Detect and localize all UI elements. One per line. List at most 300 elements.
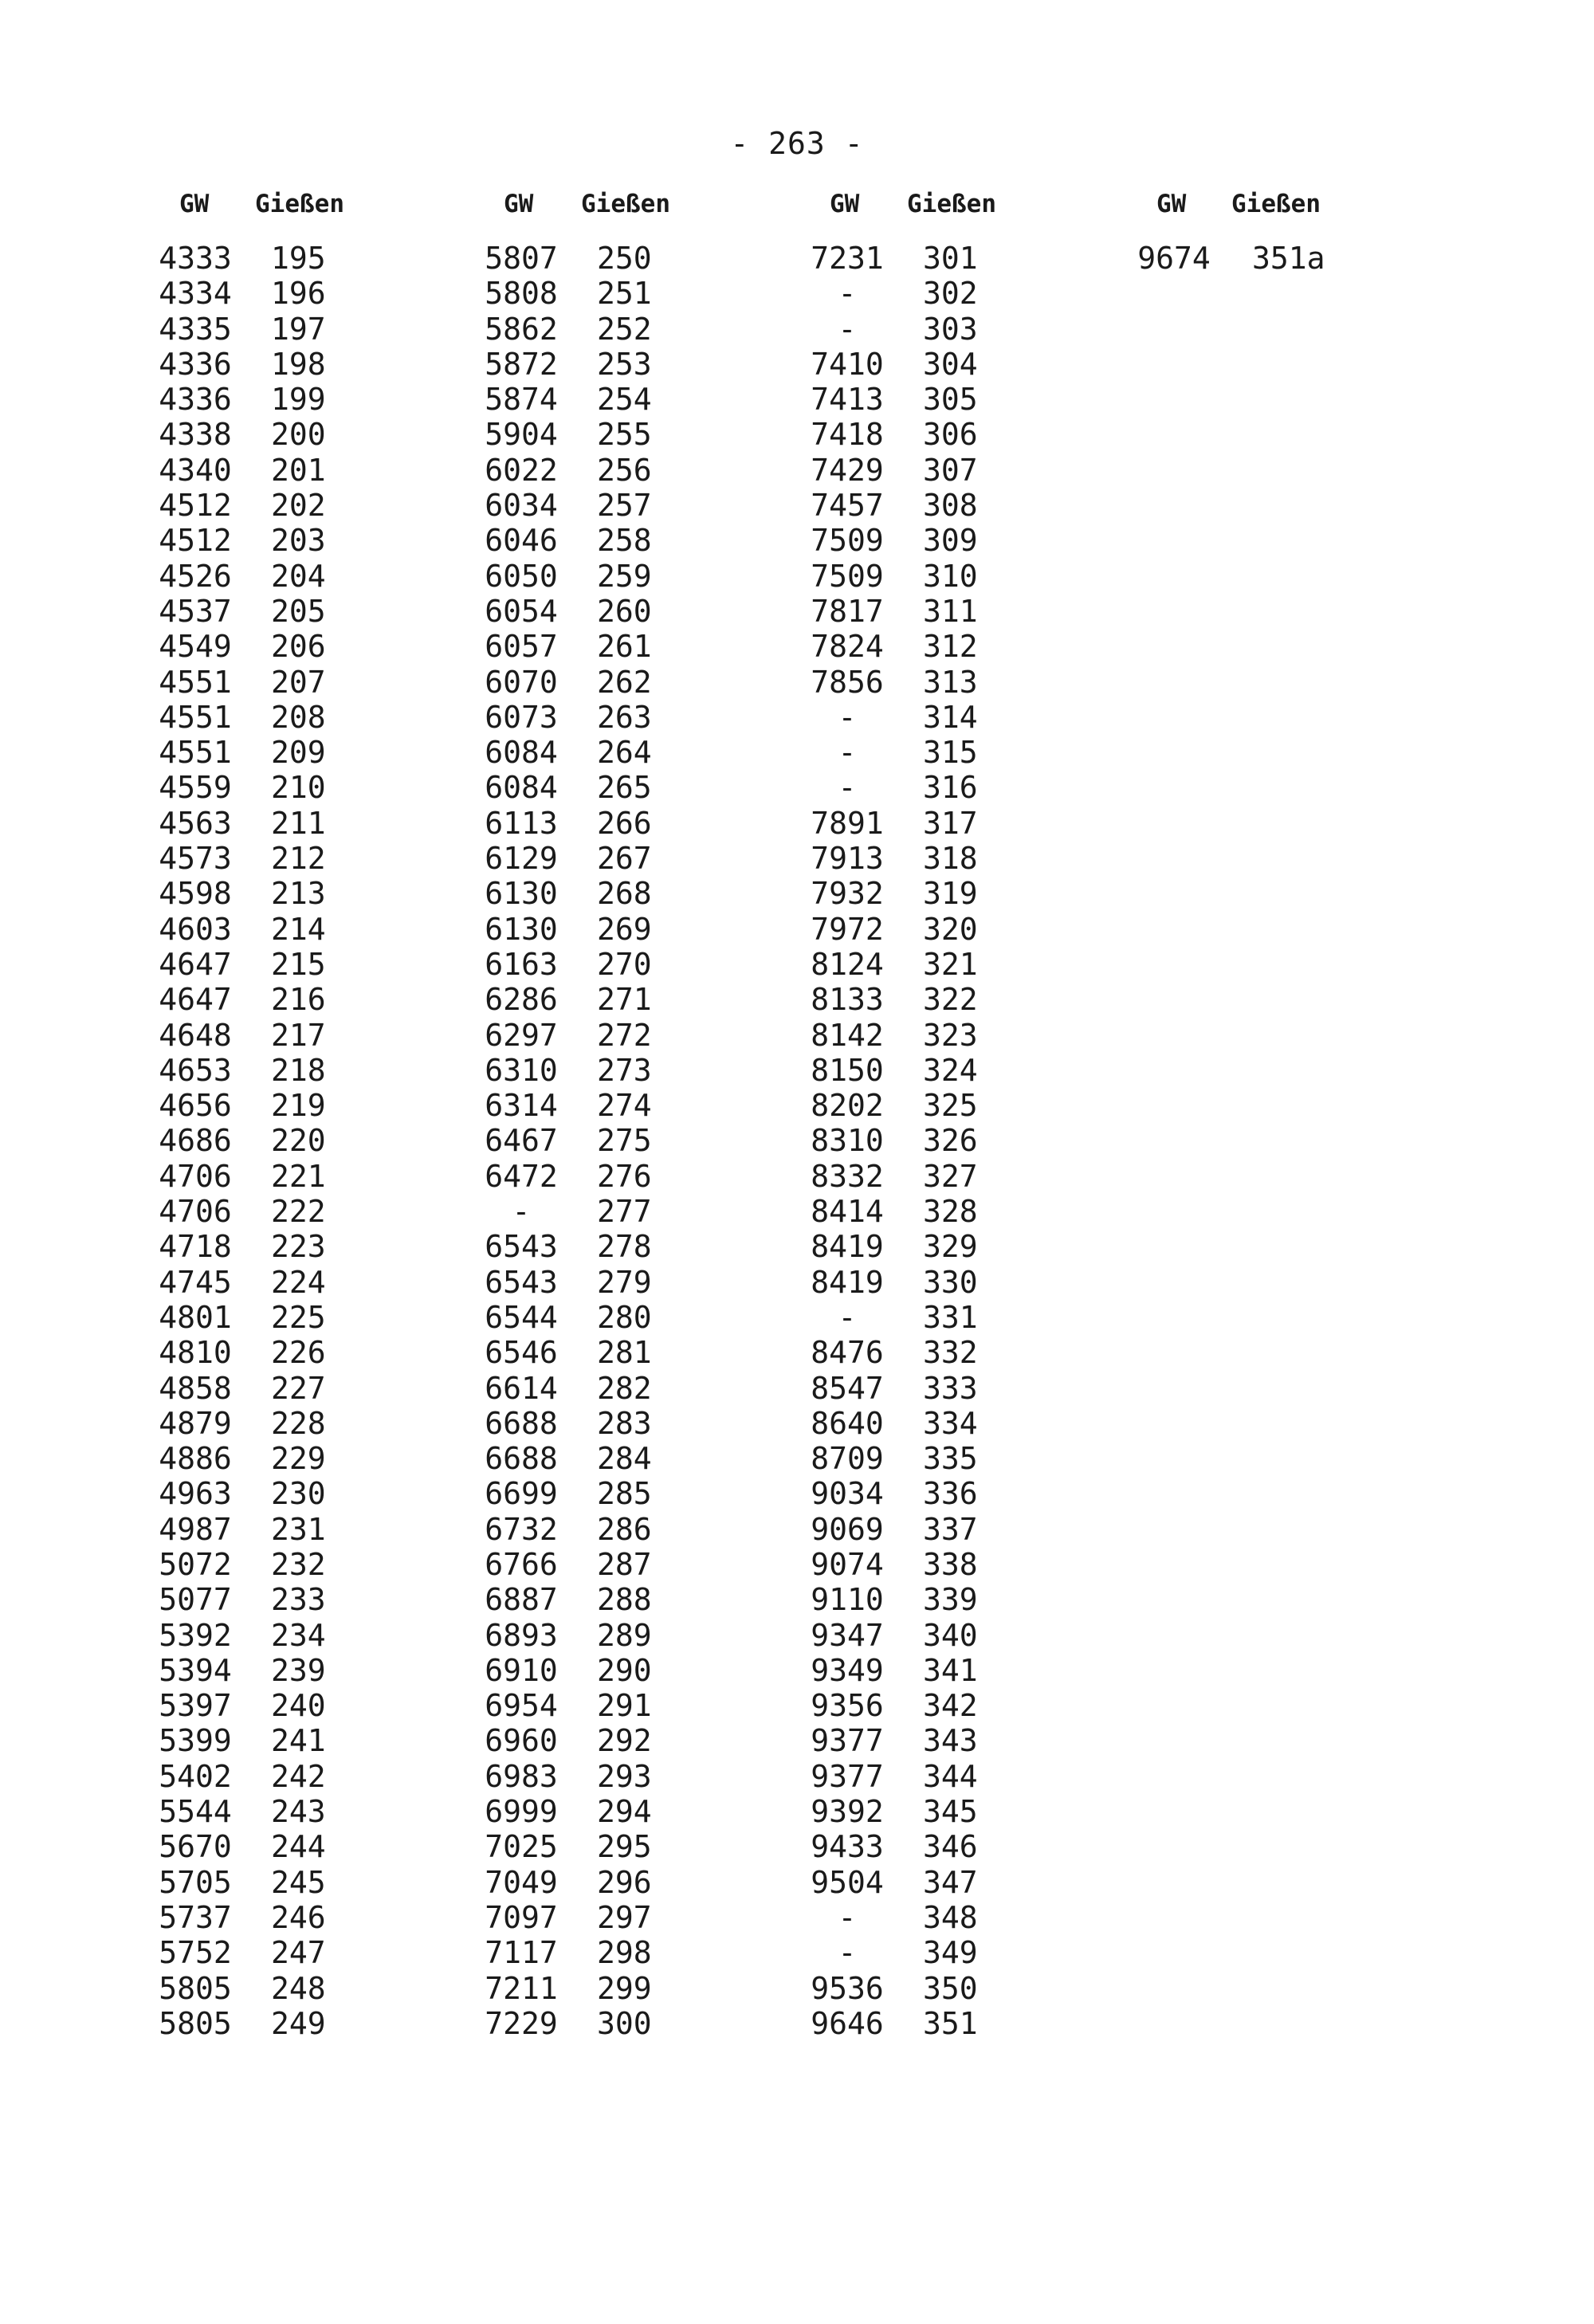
giessen-number: 313 xyxy=(923,664,978,700)
gw-number: 6543 xyxy=(485,1229,558,1265)
giessen-number: 265 xyxy=(597,770,652,806)
gw-number: 4656 xyxy=(159,1088,232,1124)
gw-number: 7229 xyxy=(485,2005,558,2041)
gw-number: 5670 xyxy=(159,1829,232,1865)
giessen-number: 281 xyxy=(597,1335,652,1371)
giessen-number: 247 xyxy=(271,1935,326,1971)
gw-number: 6046 xyxy=(485,523,558,559)
gw-number: 4647 xyxy=(159,946,232,982)
giessen-number: 312 xyxy=(923,629,978,665)
giessen-number: 298 xyxy=(597,1935,652,1971)
gw-number: 4603 xyxy=(159,911,232,947)
giessen-number: 320 xyxy=(923,911,978,947)
giessen-number: 229 xyxy=(271,1441,326,1477)
header-giessen: Gießen xyxy=(907,190,996,218)
gw-number: 5705 xyxy=(159,1864,232,1900)
giessen-number: 338 xyxy=(923,1546,978,1582)
gw-number: 5752 xyxy=(159,1935,232,1971)
header-gw: GW xyxy=(504,190,534,218)
gw-number: 4963 xyxy=(159,1476,232,1512)
giessen-number: 199 xyxy=(271,382,326,418)
giessen-number: 243 xyxy=(271,1794,326,1830)
giessen-number: 271 xyxy=(597,982,652,1018)
giessen-number: 289 xyxy=(597,1617,652,1653)
giessen-number: 234 xyxy=(271,1617,326,1653)
giessen-number: 213 xyxy=(271,876,326,912)
gw-number: 8124 xyxy=(811,946,884,982)
gw-number: 4810 xyxy=(159,1335,232,1371)
giessen-number: 240 xyxy=(271,1688,326,1724)
gw-number: - xyxy=(838,276,857,312)
gw-number: 7413 xyxy=(811,382,884,418)
giessen-number: 257 xyxy=(597,488,652,524)
gw-number: 7097 xyxy=(485,1899,558,1935)
giessen-number: 276 xyxy=(597,1158,652,1194)
gw-number: - xyxy=(838,311,857,347)
gw-number: 4648 xyxy=(159,1017,232,1053)
header-giessen: Gießen xyxy=(581,190,670,218)
giessen-number: 311 xyxy=(923,593,978,629)
giessen-number: 266 xyxy=(597,805,652,841)
giessen-number: 303 xyxy=(923,311,978,347)
giessen-number: 212 xyxy=(271,841,326,877)
giessen-number: 299 xyxy=(597,1970,652,2006)
giessen-number: 329 xyxy=(923,1229,978,1265)
gw-number: 9504 xyxy=(811,1864,884,1900)
gw-number: 4886 xyxy=(159,1441,232,1477)
giessen-number: 220 xyxy=(271,1123,326,1159)
giessen-number: 339 xyxy=(923,1582,978,1618)
giessen-number: 224 xyxy=(271,1264,326,1300)
giessen-number: 348 xyxy=(923,1899,978,1935)
giessen-number: 308 xyxy=(923,488,978,524)
gw-number: 6893 xyxy=(485,1617,558,1653)
giessen-number: 196 xyxy=(271,276,326,312)
giessen-number: 324 xyxy=(923,1052,978,1088)
header-gw: GW xyxy=(179,190,210,218)
giessen-number: 218 xyxy=(271,1052,326,1088)
gw-number: 4598 xyxy=(159,876,232,912)
giessen-number: 328 xyxy=(923,1194,978,1230)
giessen-number: 226 xyxy=(271,1335,326,1371)
header-gw: GW xyxy=(830,190,860,218)
gw-number: 4336 xyxy=(159,382,232,418)
giessen-number: 280 xyxy=(597,1299,652,1335)
gw-number: 7117 xyxy=(485,1935,558,1971)
giessen-number: 316 xyxy=(923,770,978,806)
giessen-number: 330 xyxy=(923,1264,978,1300)
gw-number: 9536 xyxy=(811,1970,884,2006)
giessen-number: 251 xyxy=(597,276,652,312)
gw-number: 4745 xyxy=(159,1264,232,1300)
gw-number: 4338 xyxy=(159,417,232,453)
gw-number: 9433 xyxy=(811,1829,884,1865)
giessen-number: 349 xyxy=(923,1935,978,1971)
header-gw: GW xyxy=(1156,190,1187,218)
giessen-number: 314 xyxy=(923,699,978,735)
giessen-number: 268 xyxy=(597,876,652,912)
giessen-number: 275 xyxy=(597,1123,652,1159)
giessen-number: 222 xyxy=(271,1194,326,1230)
gw-number: 5805 xyxy=(159,2005,232,2041)
giessen-number: 287 xyxy=(597,1546,652,1582)
giessen-number: 350 xyxy=(923,1970,978,2006)
giessen-number: 323 xyxy=(923,1017,978,1053)
header-giessen: Gießen xyxy=(255,190,344,218)
gw-number: 5392 xyxy=(159,1617,232,1653)
gw-number: 4512 xyxy=(159,488,232,524)
gw-number: 6297 xyxy=(485,1017,558,1053)
giessen-number: 216 xyxy=(271,982,326,1018)
giessen-number: 200 xyxy=(271,417,326,453)
gw-number: 9347 xyxy=(811,1617,884,1653)
giessen-number: 204 xyxy=(271,558,326,594)
gw-number: 6163 xyxy=(485,946,558,982)
giessen-number: 321 xyxy=(923,946,978,982)
giessen-number: 259 xyxy=(597,558,652,594)
giessen-number: 273 xyxy=(597,1052,652,1088)
gw-number: 7429 xyxy=(811,452,884,488)
gw-number: 9110 xyxy=(811,1582,884,1618)
giessen-number: 326 xyxy=(923,1123,978,1159)
giessen-number: 282 xyxy=(597,1370,652,1406)
gw-number: 7049 xyxy=(485,1864,558,1900)
gw-number: 4858 xyxy=(159,1370,232,1406)
giessen-number: 227 xyxy=(271,1370,326,1406)
giessen-number: 283 xyxy=(597,1405,652,1441)
giessen-number: 341 xyxy=(923,1652,978,1688)
gw-number: 9356 xyxy=(811,1688,884,1724)
giessen-number: 272 xyxy=(597,1017,652,1053)
giessen-number: 260 xyxy=(597,593,652,629)
gw-number: 6057 xyxy=(485,629,558,665)
giessen-number: 246 xyxy=(271,1899,326,1935)
gw-number: 4551 xyxy=(159,664,232,700)
gw-number: 6688 xyxy=(485,1441,558,1477)
gw-number: 9646 xyxy=(811,2005,884,2041)
gw-number: 6543 xyxy=(485,1264,558,1300)
gw-number: 4573 xyxy=(159,841,232,877)
giessen-number: 209 xyxy=(271,735,326,771)
giessen-number: 336 xyxy=(923,1476,978,1512)
gw-number: 8133 xyxy=(811,982,884,1018)
gw-number: 4335 xyxy=(159,311,232,347)
giessen-number: 345 xyxy=(923,1794,978,1830)
gw-number: 5072 xyxy=(159,1546,232,1582)
giessen-number: 249 xyxy=(271,2005,326,2041)
gw-number: 7231 xyxy=(811,241,884,276)
gw-number: 6050 xyxy=(485,558,558,594)
gw-number: 4549 xyxy=(159,629,232,665)
giessen-number: 250 xyxy=(597,241,652,276)
giessen-number: 305 xyxy=(923,382,978,418)
gw-number: 9074 xyxy=(811,1546,884,1582)
giessen-number: 288 xyxy=(597,1582,652,1618)
giessen-number: 342 xyxy=(923,1688,978,1724)
gw-number: 4801 xyxy=(159,1299,232,1335)
giessen-number: 223 xyxy=(271,1229,326,1265)
giessen-number: 244 xyxy=(271,1829,326,1865)
giessen-number: 211 xyxy=(271,805,326,841)
gw-number: 7410 xyxy=(811,346,884,382)
gw-number: 6688 xyxy=(485,1405,558,1441)
gw-number: 6314 xyxy=(485,1088,558,1124)
giessen-number: 228 xyxy=(271,1405,326,1441)
giessen-number: 201 xyxy=(271,452,326,488)
gw-number: 8476 xyxy=(811,1335,884,1371)
gw-number: 7856 xyxy=(811,664,884,700)
gw-number: 6614 xyxy=(485,1370,558,1406)
giessen-number: 325 xyxy=(923,1088,978,1124)
giessen-number: 221 xyxy=(271,1158,326,1194)
giessen-number: 291 xyxy=(597,1688,652,1724)
giessen-number: 332 xyxy=(923,1335,978,1371)
gw-number: 4526 xyxy=(159,558,232,594)
gw-number: 8142 xyxy=(811,1017,884,1053)
giessen-number: 285 xyxy=(597,1476,652,1512)
gw-number: 4559 xyxy=(159,770,232,806)
giessen-number: 233 xyxy=(271,1582,326,1618)
gw-number: - xyxy=(838,699,857,735)
gw-number: 5874 xyxy=(485,382,558,418)
gw-number: 6034 xyxy=(485,488,558,524)
gw-number: 4686 xyxy=(159,1123,232,1159)
gw-number: 6084 xyxy=(485,735,558,771)
gw-number: 4987 xyxy=(159,1511,232,1547)
giessen-number: 239 xyxy=(271,1652,326,1688)
gw-number: 5808 xyxy=(485,276,558,312)
giessen-number: 263 xyxy=(597,699,652,735)
giessen-number: 242 xyxy=(271,1758,326,1794)
gw-number: 8547 xyxy=(811,1370,884,1406)
gw-number: 6129 xyxy=(485,841,558,877)
giessen-number: 351 xyxy=(923,2005,978,2041)
gw-number: 8202 xyxy=(811,1088,884,1124)
gw-number: 4551 xyxy=(159,735,232,771)
gw-number: 5399 xyxy=(159,1723,232,1759)
giessen-number: 292 xyxy=(597,1723,652,1759)
gw-number: 7932 xyxy=(811,876,884,912)
giessen-number: 302 xyxy=(923,276,978,312)
gw-number: 5397 xyxy=(159,1688,232,1724)
giessen-number: 205 xyxy=(271,593,326,629)
giessen-number: 277 xyxy=(597,1194,652,1230)
gw-number: 6084 xyxy=(485,770,558,806)
gw-number: 7025 xyxy=(485,1829,558,1865)
gw-number: 7972 xyxy=(811,911,884,947)
giessen-number: 310 xyxy=(923,558,978,594)
gw-number: 7418 xyxy=(811,417,884,453)
gw-number: 8419 xyxy=(811,1229,884,1265)
gw-number: 7817 xyxy=(811,593,884,629)
gw-number: 4333 xyxy=(159,241,232,276)
giessen-number: 290 xyxy=(597,1652,652,1688)
gw-number: 4551 xyxy=(159,699,232,735)
gw-number: 6999 xyxy=(485,1794,558,1830)
gw-number: 4706 xyxy=(159,1194,232,1230)
gw-number: 7509 xyxy=(811,558,884,594)
giessen-number: 252 xyxy=(597,311,652,347)
gw-number: 8414 xyxy=(811,1194,884,1230)
giessen-number: 343 xyxy=(923,1723,978,1759)
giessen-number: 241 xyxy=(271,1723,326,1759)
giessen-number: 210 xyxy=(271,770,326,806)
giessen-number: 217 xyxy=(271,1017,326,1053)
giessen-number: 340 xyxy=(923,1617,978,1653)
giessen-number: 254 xyxy=(597,382,652,418)
giessen-number: 335 xyxy=(923,1441,978,1477)
giessen-number: 317 xyxy=(923,805,978,841)
giessen-number: 231 xyxy=(271,1511,326,1547)
gw-number: 8640 xyxy=(811,1405,884,1441)
giessen-number: 315 xyxy=(923,735,978,771)
gw-number: 8709 xyxy=(811,1441,884,1477)
gw-number: 5805 xyxy=(159,1970,232,2006)
giessen-number: 294 xyxy=(597,1794,652,1830)
gw-number: 5402 xyxy=(159,1758,232,1794)
gw-number: 6310 xyxy=(485,1052,558,1088)
giessen-number: 261 xyxy=(597,629,652,665)
giessen-number: 195 xyxy=(271,241,326,276)
gw-number: 9377 xyxy=(811,1723,884,1759)
gw-number: 7824 xyxy=(811,629,884,665)
giessen-number: 232 xyxy=(271,1546,326,1582)
gw-number: 7509 xyxy=(811,523,884,559)
giessen-number: 208 xyxy=(271,699,326,735)
giessen-number: 256 xyxy=(597,452,652,488)
gw-number: - xyxy=(838,1899,857,1935)
giessen-number: 267 xyxy=(597,841,652,877)
giessen-number: 225 xyxy=(271,1299,326,1335)
gw-number: 7891 xyxy=(811,805,884,841)
gw-number: 8419 xyxy=(811,1264,884,1300)
giessen-number: 309 xyxy=(923,523,978,559)
gw-number: 5862 xyxy=(485,311,558,347)
gw-number: 6286 xyxy=(485,982,558,1018)
giessen-number: 207 xyxy=(271,664,326,700)
giessen-number: 262 xyxy=(597,664,652,700)
giessen-number: 279 xyxy=(597,1264,652,1300)
gw-number: 8150 xyxy=(811,1052,884,1088)
gw-number: 4879 xyxy=(159,1405,232,1441)
giessen-number: 255 xyxy=(597,417,652,453)
gw-number: 4647 xyxy=(159,982,232,1018)
giessen-number: 203 xyxy=(271,523,326,559)
gw-number: 6544 xyxy=(485,1299,558,1335)
giessen-number: 215 xyxy=(271,946,326,982)
giessen-number: 344 xyxy=(923,1758,978,1794)
giessen-number: 245 xyxy=(271,1864,326,1900)
gw-number: 9069 xyxy=(811,1511,884,1547)
gw-number: 5737 xyxy=(159,1899,232,1935)
gw-number: 6887 xyxy=(485,1582,558,1618)
gw-number: 4706 xyxy=(159,1158,232,1194)
gw-number: 4563 xyxy=(159,805,232,841)
giessen-number: 301 xyxy=(923,241,978,276)
giessen-number: 306 xyxy=(923,417,978,453)
gw-number: 6130 xyxy=(485,876,558,912)
giessen-number: 296 xyxy=(597,1864,652,1900)
gw-number: 4340 xyxy=(159,452,232,488)
giessen-number: 319 xyxy=(923,876,978,912)
gw-number: 6910 xyxy=(485,1652,558,1688)
giessen-number: 214 xyxy=(271,911,326,947)
gw-number: 6954 xyxy=(485,1688,558,1724)
gw-number: 5394 xyxy=(159,1652,232,1688)
gw-number: 6732 xyxy=(485,1511,558,1547)
giessen-number: 198 xyxy=(271,346,326,382)
gw-number: - xyxy=(838,770,857,806)
gw-number: 6472 xyxy=(485,1158,558,1194)
giessen-number: 258 xyxy=(597,523,652,559)
giessen-number: 202 xyxy=(271,488,326,524)
giessen-number: 304 xyxy=(923,346,978,382)
gw-number: 6022 xyxy=(485,452,558,488)
gw-number: 9392 xyxy=(811,1794,884,1830)
giessen-number: 284 xyxy=(597,1441,652,1477)
giessen-number: 248 xyxy=(271,1970,326,2006)
gw-number: - xyxy=(838,735,857,771)
gw-number: - xyxy=(838,1935,857,1971)
giessen-number: 269 xyxy=(597,911,652,947)
gw-number: - xyxy=(512,1194,531,1230)
giessen-number: 300 xyxy=(597,2005,652,2041)
giessen-number: 318 xyxy=(923,841,978,877)
gw-number: 4718 xyxy=(159,1229,232,1265)
giessen-number: 334 xyxy=(923,1405,978,1441)
giessen-number: 274 xyxy=(597,1088,652,1124)
gw-number: 4336 xyxy=(159,346,232,382)
gw-number: 6546 xyxy=(485,1335,558,1371)
gw-number: 6960 xyxy=(485,1723,558,1759)
page-number: - 263 - xyxy=(730,126,864,161)
gw-number: 5904 xyxy=(485,417,558,453)
gw-number: 4512 xyxy=(159,523,232,559)
gw-number: 4537 xyxy=(159,593,232,629)
gw-number: 6113 xyxy=(485,805,558,841)
giessen-number: 333 xyxy=(923,1370,978,1406)
gw-number: 5872 xyxy=(485,346,558,382)
gw-number: 9377 xyxy=(811,1758,884,1794)
gw-number: 9674 xyxy=(1137,241,1211,276)
gw-number: 8332 xyxy=(811,1158,884,1194)
gw-number: 6983 xyxy=(485,1758,558,1794)
giessen-number: 322 xyxy=(923,982,978,1018)
giessen-number: 253 xyxy=(597,346,652,382)
giessen-number: 295 xyxy=(597,1829,652,1865)
giessen-number: 337 xyxy=(923,1511,978,1547)
gw-number: 6070 xyxy=(485,664,558,700)
gw-number: 6766 xyxy=(485,1546,558,1582)
gw-number: 6467 xyxy=(485,1123,558,1159)
giessen-number: 270 xyxy=(597,946,652,982)
gw-number: 8310 xyxy=(811,1123,884,1159)
gw-number: - xyxy=(838,1299,857,1335)
giessen-number: 230 xyxy=(271,1476,326,1512)
gw-number: 4334 xyxy=(159,276,232,312)
giessen-number: 219 xyxy=(271,1088,326,1124)
gw-number: 6054 xyxy=(485,593,558,629)
giessen-number: 278 xyxy=(597,1229,652,1265)
gw-number: 5077 xyxy=(159,1582,232,1618)
giessen-number: 286 xyxy=(597,1511,652,1547)
giessen-number: 264 xyxy=(597,735,652,771)
giessen-number: 327 xyxy=(923,1158,978,1194)
giessen-number: 347 xyxy=(923,1864,978,1900)
gw-number: 6130 xyxy=(485,911,558,947)
gw-number: 7211 xyxy=(485,1970,558,2006)
gw-number: 6073 xyxy=(485,699,558,735)
